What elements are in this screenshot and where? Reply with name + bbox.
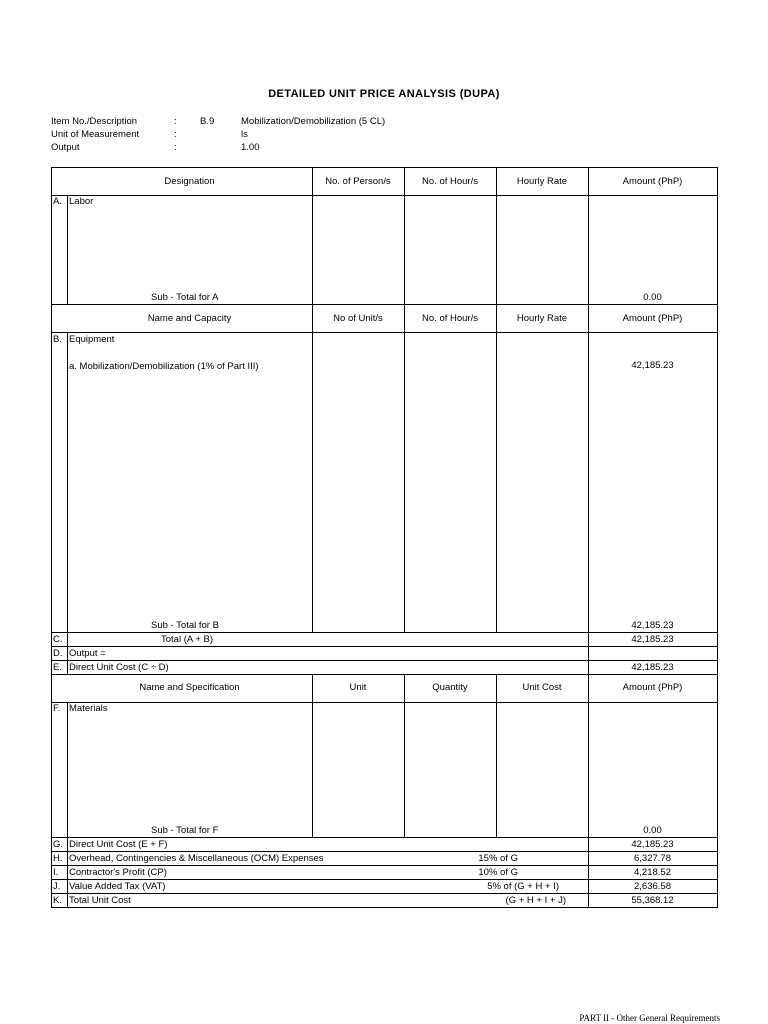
subtotal-a-label: Sub - Total for A bbox=[151, 292, 219, 303]
header-unit: Unit bbox=[349, 682, 367, 693]
table-rule bbox=[51, 195, 718, 196]
header-amount: Amount (PhP) bbox=[622, 313, 683, 324]
header-name-specification: Name and Specification bbox=[139, 682, 240, 693]
header-unit-cost: Unit Cost bbox=[522, 682, 562, 693]
row-letter-k: K. bbox=[53, 895, 62, 906]
section-title-equipment: Equipment bbox=[69, 334, 115, 345]
header-quantity: Quantity bbox=[432, 682, 468, 693]
profit-label: Contractor's Profit (CP) bbox=[69, 867, 167, 878]
table-col-rule bbox=[496, 674, 497, 837]
output-row-label: Output = bbox=[69, 648, 106, 659]
ocm-amount: 6,327.78 bbox=[634, 853, 671, 864]
header-designation: Designation bbox=[164, 176, 215, 187]
section-title-labor: Labor bbox=[69, 196, 94, 207]
section-letter-a: A. bbox=[53, 196, 62, 207]
table-col-rule bbox=[67, 195, 68, 304]
table-rule bbox=[51, 304, 718, 305]
direct-unit-cost-e-amount: 42,185.23 bbox=[631, 662, 674, 673]
table-border-left bbox=[51, 167, 52, 908]
table-rule bbox=[51, 837, 718, 838]
vat-amount: 2,636.58 bbox=[634, 881, 671, 892]
table-rule bbox=[51, 879, 718, 880]
header-persons: No. of Person/s bbox=[325, 176, 391, 187]
table-col-rule bbox=[67, 702, 68, 907]
ocm-label: Overhead, Contingencies & Miscellaneous (OCM) Expenses bbox=[69, 853, 324, 864]
total-ab-amount: 42,185.23 bbox=[631, 634, 674, 645]
table-col-rule bbox=[312, 674, 313, 837]
table-rule bbox=[51, 660, 718, 661]
table-col-rule bbox=[67, 332, 68, 632]
colon: : bbox=[174, 129, 177, 140]
document-title: DETAILED UNIT PRICE ANALYSIS (DUPA) bbox=[268, 88, 500, 100]
equipment-item-description: a. Mobilization/Demobilization (1% of Part III) bbox=[69, 361, 259, 372]
output-value: 1.00 bbox=[241, 142, 260, 153]
total-unit-cost-label: Total Unit Cost bbox=[69, 895, 131, 906]
subtotal-b-amount: 42,185.23 bbox=[631, 620, 674, 631]
profit-amount: 4,218.52 bbox=[634, 867, 671, 878]
item-description: Mobilization/Demobilization (5 CL) bbox=[241, 116, 386, 127]
table-border-bottom bbox=[51, 907, 718, 908]
header-units: No of Unit/s bbox=[333, 313, 383, 324]
item-number: B.9 bbox=[200, 116, 215, 127]
section-letter-f: F. bbox=[53, 703, 61, 714]
table-border-right bbox=[717, 167, 718, 908]
amount-col-rule bbox=[588, 167, 589, 908]
vat-basis: 5% of (G + H + I) bbox=[487, 881, 559, 892]
row-letter-i: I. bbox=[53, 867, 59, 878]
table-rule bbox=[51, 646, 718, 647]
page-footer: PART II - Other General Requirements bbox=[579, 1013, 720, 1023]
equipment-item-amount: 42,185.23 bbox=[631, 360, 674, 371]
section-letter-b: B. bbox=[53, 334, 62, 345]
table-col-rule bbox=[67, 632, 68, 674]
table-rule bbox=[51, 851, 718, 852]
section-title-materials: Materials bbox=[69, 703, 108, 714]
table-col-rule bbox=[312, 167, 313, 632]
row-letter-g: G. bbox=[53, 839, 64, 850]
subtotal-b-label: Sub - Total for B bbox=[151, 620, 219, 631]
unit-label: Unit of Measurement bbox=[51, 129, 140, 140]
subtotal-f-label: Sub - Total for F bbox=[151, 825, 219, 836]
direct-unit-cost-g-amount: 42,185.23 bbox=[631, 839, 674, 850]
header-hourly-rate: Hourly Rate bbox=[516, 313, 568, 324]
table-col-rule bbox=[404, 674, 405, 837]
table-rule bbox=[51, 865, 718, 866]
table-rule bbox=[51, 332, 718, 333]
table-rule bbox=[51, 702, 718, 703]
colon: : bbox=[174, 142, 177, 153]
total-unit-cost-amount: 55,368.12 bbox=[631, 895, 674, 906]
subtotal-a-amount: 0.00 bbox=[643, 292, 662, 303]
row-letter-d: D. bbox=[53, 648, 63, 659]
profit-basis: 10% of G bbox=[478, 867, 518, 878]
row-letter-h: H. bbox=[53, 853, 63, 864]
header-hourly-rate: Hourly Rate bbox=[516, 176, 568, 187]
table-rule bbox=[51, 632, 718, 633]
colon: : bbox=[174, 116, 177, 127]
direct-unit-cost-g-label: Direct Unit Cost (E + F) bbox=[69, 839, 168, 850]
header-amount: Amount (PhP) bbox=[622, 176, 683, 187]
subtotal-f-amount: 0.00 bbox=[643, 825, 662, 836]
output-label: Output bbox=[51, 142, 80, 153]
item-label: Item No./Description bbox=[51, 116, 138, 127]
row-letter-j: J. bbox=[53, 881, 61, 892]
total-unit-cost-basis: (G + H + I + J) bbox=[505, 895, 566, 906]
vat-label: Value Added Tax (VAT) bbox=[69, 881, 166, 892]
row-letter-c: C. bbox=[53, 634, 63, 645]
total-ab-label: Total (A + B) bbox=[161, 634, 214, 645]
table-border-top bbox=[51, 167, 718, 168]
header-hours: No. of Hour/s bbox=[422, 313, 478, 324]
table-rule bbox=[51, 674, 718, 675]
header-name-capacity: Name and Capacity bbox=[147, 313, 232, 324]
table-col-rule bbox=[496, 167, 497, 632]
direct-unit-cost-e-label: Direct Unit Cost (C ÷ D) bbox=[69, 662, 169, 673]
table-col-rule bbox=[404, 167, 405, 632]
table-rule bbox=[51, 893, 718, 894]
header-hours: No. of Hour/s bbox=[422, 176, 478, 187]
header-amount: Amount (PhP) bbox=[622, 682, 683, 693]
row-letter-e: E. bbox=[53, 662, 62, 673]
unit-value: ls bbox=[241, 129, 248, 140]
ocm-basis: 15% of G bbox=[478, 853, 518, 864]
